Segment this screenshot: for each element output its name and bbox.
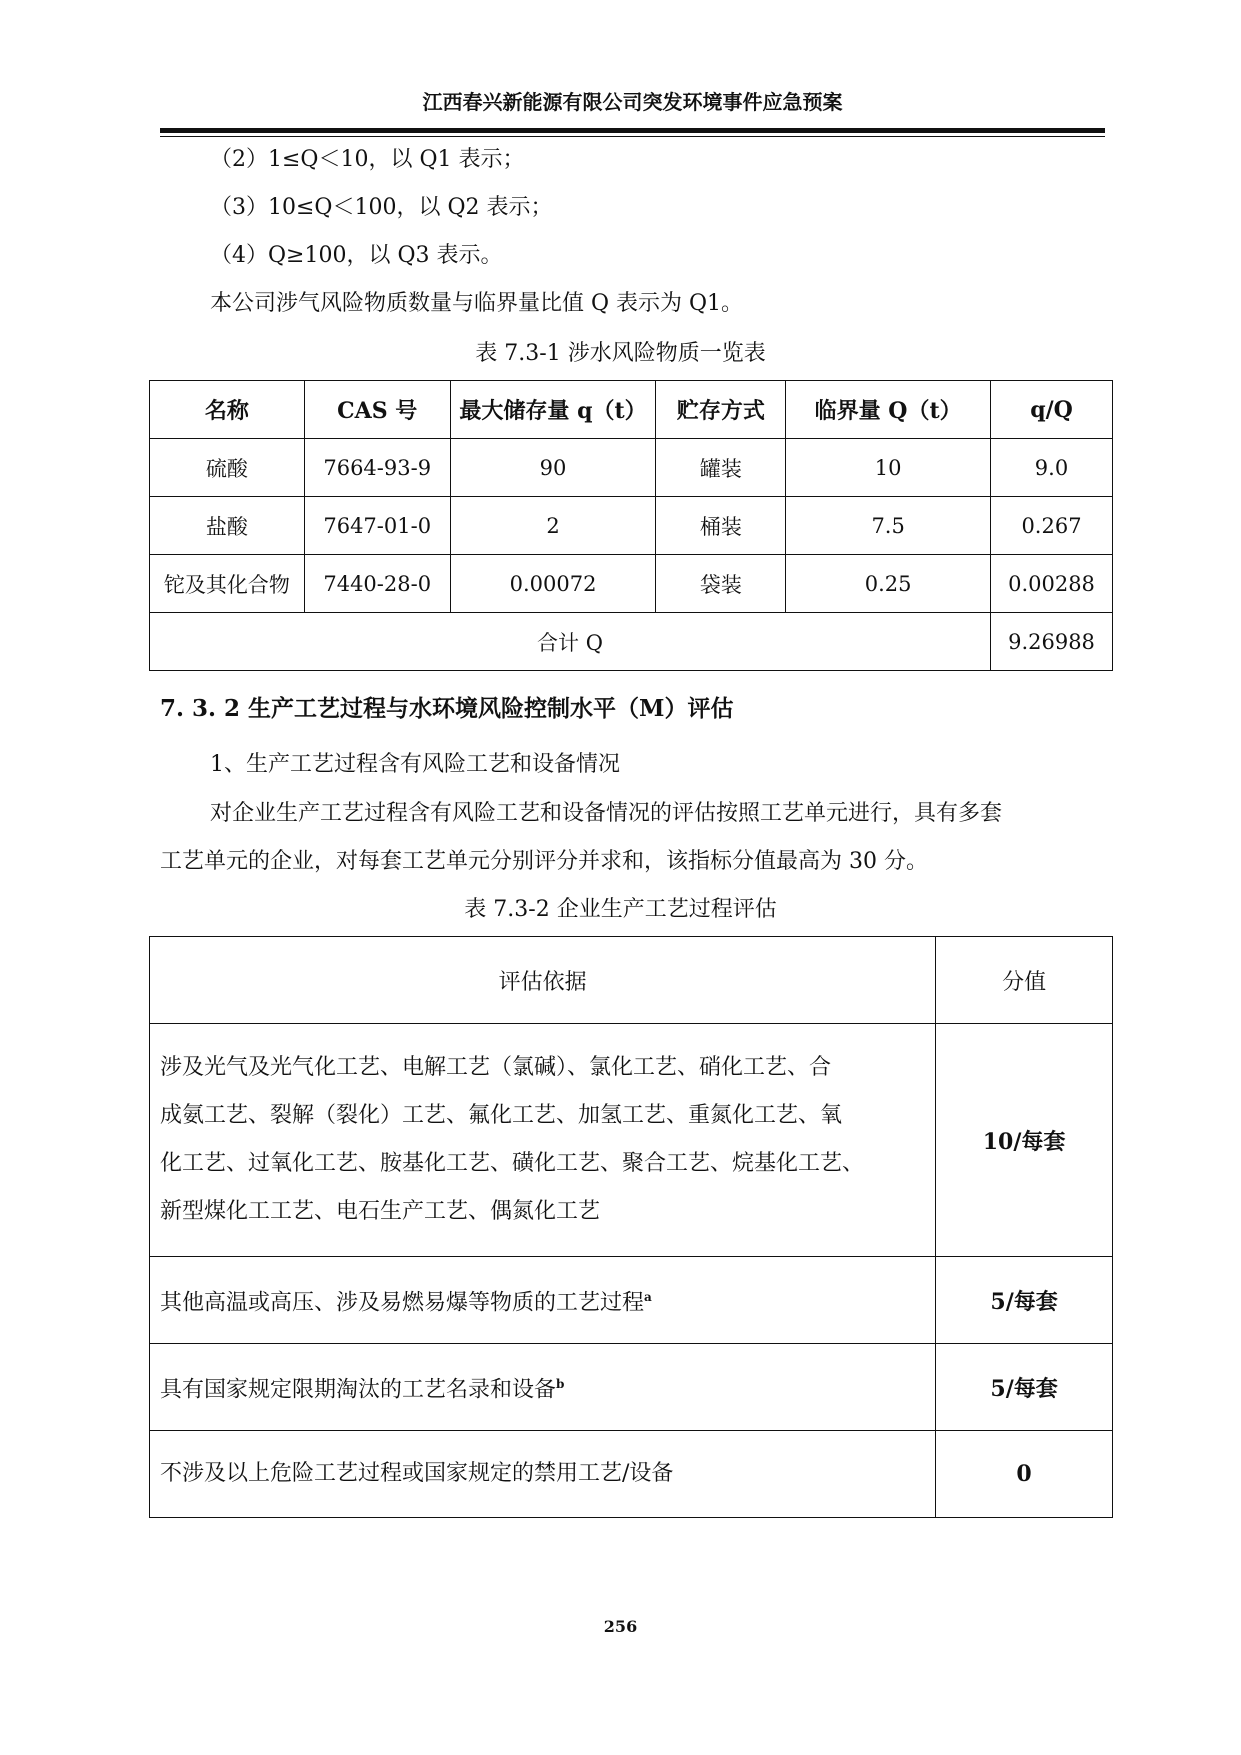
header-ratio: q/Q [991,381,1113,439]
cell-critical-amount: 7.5 [786,497,991,555]
table2-caption: 表 7.3-2 企业生产工艺过程评估 [464,897,777,922]
basis-line: 成氨工艺、裂解（裂化）工艺、氟化工艺、加氢工艺、重氮化工艺、氧 [160,1103,843,1128]
score-cell: 0 [936,1431,1113,1518]
total-label: 合计 Q [150,613,991,671]
score-cell: 5/每套 [936,1344,1113,1431]
process-assessment-table [149,936,1113,1518]
subsection-heading: 1、生产工艺过程含有风险工艺和设备情况 [210,752,620,777]
cell-max-storage: 2 [450,497,656,555]
cell-max-storage: 0.00072 [450,555,656,613]
header-rule-thick [160,128,1105,133]
header-name: 名称 [150,381,305,439]
header-storage-method: 贮存方式 [656,381,786,439]
table-row [150,1431,1113,1518]
cell-storage-method: 桶装 [656,497,786,555]
basis-line: 化工艺、过氧化工艺、胺基化工艺、磺化工艺、聚合工艺、烷基化工艺、 [160,1151,865,1176]
basis-text: 其他高温或高压、涉及易燃易爆等物质的工艺过程 [160,1290,645,1316]
table-header-row [150,381,1113,439]
table-total-row [150,613,1113,671]
cell-name: 硫酸 [150,439,305,497]
page-number: 256 [603,1617,638,1636]
header-max-storage: 最大储存量 q（t） [450,381,656,439]
basis-cell-obsolete-processes [150,1344,936,1431]
basis-line: 涉及光气及光气化工艺、电解工艺（氯碱）、氯化工艺、硝化工艺、合 [160,1055,832,1080]
basis-cell-hazardous-processes [150,1024,936,1257]
basis-text: 具有国家规定限期淘汰的工艺名录和设备 [160,1377,557,1403]
table-row [150,555,1113,613]
risk-substance-table [149,380,1113,671]
footnote-marker: a [644,1289,652,1304]
cell-critical-amount: 0.25 [786,555,991,613]
cell-cas: 7440-28-0 [304,555,450,613]
basis-cell-none: 不涉及以上危险工艺过程或国家规定的禁用工艺/设备 [150,1431,936,1518]
header-critical-amount: 临界量 Q（t） [786,381,991,439]
cell-ratio: 0.00288 [991,555,1113,613]
table-row [150,497,1113,555]
cell-name: 盐酸 [150,497,305,555]
table1-caption: 表 7.3-1 涉水风险物质一览表 [475,341,766,366]
header-rule-thin [160,136,1105,137]
basis-cell-high-temp-pressure [150,1257,936,1344]
total-value: 9.26988 [991,613,1113,671]
criteria-q2-line: （3）10≤Q＜100，以 Q2 表示； [210,195,553,220]
header-score: 分值 [936,937,1113,1024]
paragraph-line-1: 对企业生产工艺过程含有风险工艺和设备情况的评估按照工艺单元进行，具有多套 [210,801,1003,826]
cell-ratio: 0.267 [991,497,1113,555]
cell-cas: 7664-93-9 [304,439,450,497]
cell-storage-method: 罐装 [656,439,786,497]
header-cas: CAS 号 [304,381,450,439]
paragraph-line-2: 工艺单元的企业，对每套工艺单元分别评分并求和，该指标分值最高为 30 分。 [160,849,928,874]
footnote-marker: b [556,1376,565,1391]
table-row [150,1344,1113,1431]
criteria-q1-line: （2）1≤Q＜10，以 Q1 表示； [210,147,525,172]
cell-ratio: 9.0 [991,439,1113,497]
header-basis: 评估依据 [150,937,936,1024]
basis-line: 新型煤化工工艺、电石生产工艺、偶氮化工艺 [160,1199,601,1224]
page-header-title: 江西春兴新能源有限公司突发环境事件应急预案 [422,90,843,114]
cell-cas: 7647-01-0 [304,497,450,555]
table-row [150,1024,1113,1257]
table-row [150,439,1113,497]
cell-max-storage: 90 [450,439,656,497]
score-cell: 10/每套 [936,1024,1113,1257]
cell-critical-amount: 10 [786,439,991,497]
cell-storage-method: 袋装 [656,555,786,613]
table-header-row [150,937,1113,1024]
section-heading: 7. 3. 2 生产工艺过程与水环境风险控制水平（M）评估 [160,695,734,722]
score-cell: 5/每套 [936,1257,1113,1344]
criteria-q3-line: （4）Q≥100，以 Q3 表示。 [210,243,503,268]
conclusion-line: 本公司涉气风险物质数量与临界量比值 Q 表示为 Q1。 [210,291,744,316]
cell-name: 铊及其化合物 [150,555,305,613]
table-row [150,1257,1113,1344]
